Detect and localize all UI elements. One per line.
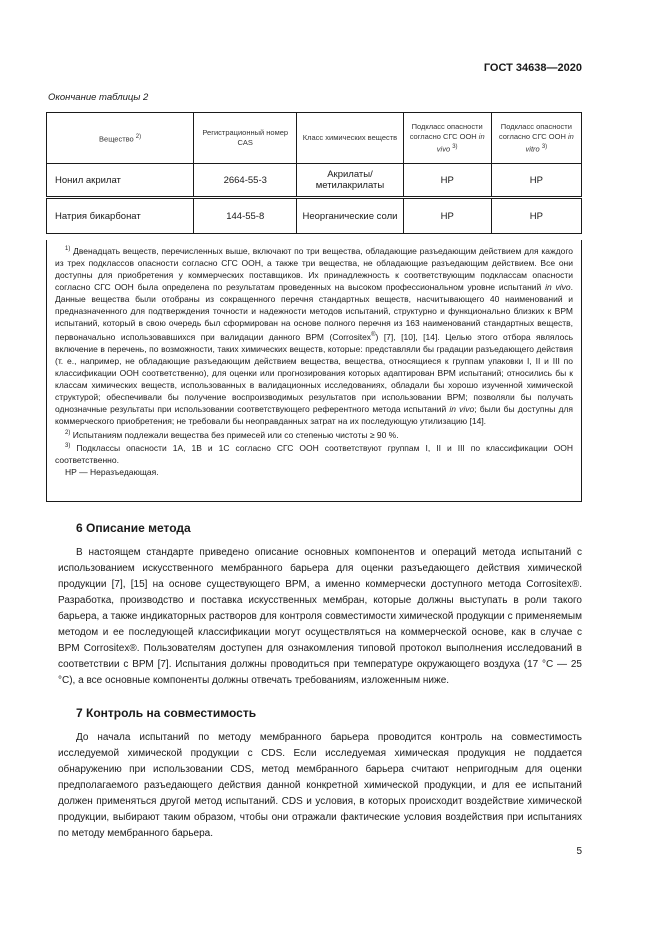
footnote-1: $^{1)}$ Двенадцать веществ, перечисленных выше, включают по три вещества, обладающие разъедающим действием для каждого из трех подклассов опасности согласно СГС ООН, а также три вещества, не обладающие разъедающим действием. Все они доступны для приобретения у коммерческих поставщиков. Их принадлежность к соответствующим подклассам опасности согласно СГС ООН была определена по результатам проведенных на высоком профессиональном уровне испытаний in vivo. Данные вещества были отобраны из сокращенного перечня стандартных веществ, насчитывающего 40 наименований и предназначенного для подтверждения точности и надежности методов испытаний, структурно и функционально близких к ВРМ испытаний, который в свою очередь был сформирован на основе полного перечня из 163 наименований стандартных веществ, первоначально использовавшихся при валидации данного ВРМ (Corrositex®) [7], [10], [14]. Целью этого отбора являлось включение в перечень, по возможности, таких химических веществ, которые: представляли бы градации разъедающего действия (т. е., например, не обладающие разъедающим действием вещества, вещества, относящиеся к группам упаковки I, II и III по классификации ООН соответственно), для оценки или прогнозирования которых адаптирован ВРМ испытаний; относились бы к классам химических веществ, использованных в валидационных исследованиях, обладали бы хорошо изученной химической структурой; обеспечивали бы получение воспроизводимых результатов при использовании ВРМ; позволяли бы получать однозначные результаты при использовании соответствующего референтного метода испытаний in vivo; были бы доступны для коммерческого приобретения; не требовали бы неоправданных затрат на их последующую утилизацию [14]. — [55, 245, 574, 426]
table-footnotes — [46, 240, 582, 502]
page-number: 5 — [576, 846, 582, 857]
cell-cas: 2664-55-3 — [194, 164, 297, 198]
section-7-heading: 7 Контроль на совместимость — [76, 706, 257, 720]
cell-in-vitro: НР — [491, 164, 581, 198]
footnote-3: $^{3)}$ Подклассы опасности 1А, 1В и 1С согласно СГС ООН соответствуют группам I, II и III по классификации ООН соответственно. — [55, 443, 573, 466]
cell-substance: Нонил акрилат — [47, 164, 194, 198]
footnote-np: НР — Неразъедающая. — [65, 467, 159, 478]
cell-in-vivo: НР — [403, 198, 491, 234]
col-header-substance: Вещество $^{2)}$ — [47, 113, 194, 164]
table-row — [47, 198, 582, 234]
cell-class: Акрилаты/ метилакрилаты — [297, 164, 403, 198]
cell-in-vivo: НР — [403, 164, 491, 198]
section-7-text: До начала испытаний по методу мембранного барьера проводится контроль на совместимость исследуемой химической продукции с CDS. Если исследуемая химическая продукция не поддается обнаружению при использовании CDS, метод мембранного барьера считают непригодным для оценки предполагаемого разъедающего действия данной конкретной химической продукции, и для ее испытаний должен применяться другой метод испытаний. CDS и условия, в которых происходит воздействие химической продукции, выбирают таким образом, чтобы они отражали фактические условия воздействия при испытаниях по методу мембранного барьера. — [58, 732, 582, 839]
col-header-subclass-in-vivo: Подкласс опасности согласно СГС ООН in vivo $^{3)}$ — [403, 113, 491, 164]
cell-substance: Натрия бикарбонат — [47, 198, 194, 234]
cell-class: Неорганические соли — [297, 198, 403, 234]
standard-code: ГОСТ 34638—2020 — [483, 62, 582, 74]
col-header-subclass-in-vitro: Подкласс опасности согласно СГС ООН in vitro $^{3)}$ — [491, 113, 581, 164]
footnote-2: $^{2)}$ Испытаниям подлежали вещества без примесей или со степенью чистоты ≥ 90 %. — [65, 429, 399, 440]
cell-cas: 144-55-8 — [194, 198, 297, 234]
table-row — [47, 164, 582, 198]
col-header-cas: Регистрационный номер CAS — [194, 113, 297, 164]
cell-in-vitro: НР — [491, 198, 581, 234]
substances-table — [46, 112, 582, 234]
table-caption: Окончание таблицы 2 — [48, 92, 149, 103]
col-header-class: Класс химических веществ — [297, 113, 403, 164]
section-6-text: В настоящем стандарте приведено описание основных компонентов и операций метода испытаний с использованием искусственного мембранного барьера для оценки разъедающего действия химической продукции [7], [15] на основе существующего ВРМ, а именно коммерчески доступного метода Corrositex®. Разработка, производство и поставка искусственных мембран, которые должны выступать в роли такого барьера, а также индикаторных растворов для контроля совместимости химической продукции с применяемым методом и ее последующей классификации могут осуществляться на коммерческой основе, как в случае с ВРМ Corrositex®. Пользователям доступен для ознакомления типовой протокол выполнения исследований в соответствии с ВРМ [7]. Испытания должны проводиться при температуре окружающего воздуха (17 °C — 25 °C), а все основные компоненты должны отвечать требованиям, изложенным ниже. — [58, 547, 582, 686]
section-6-heading: 6 Описание метода — [76, 521, 191, 535]
table-header-row — [47, 113, 582, 164]
